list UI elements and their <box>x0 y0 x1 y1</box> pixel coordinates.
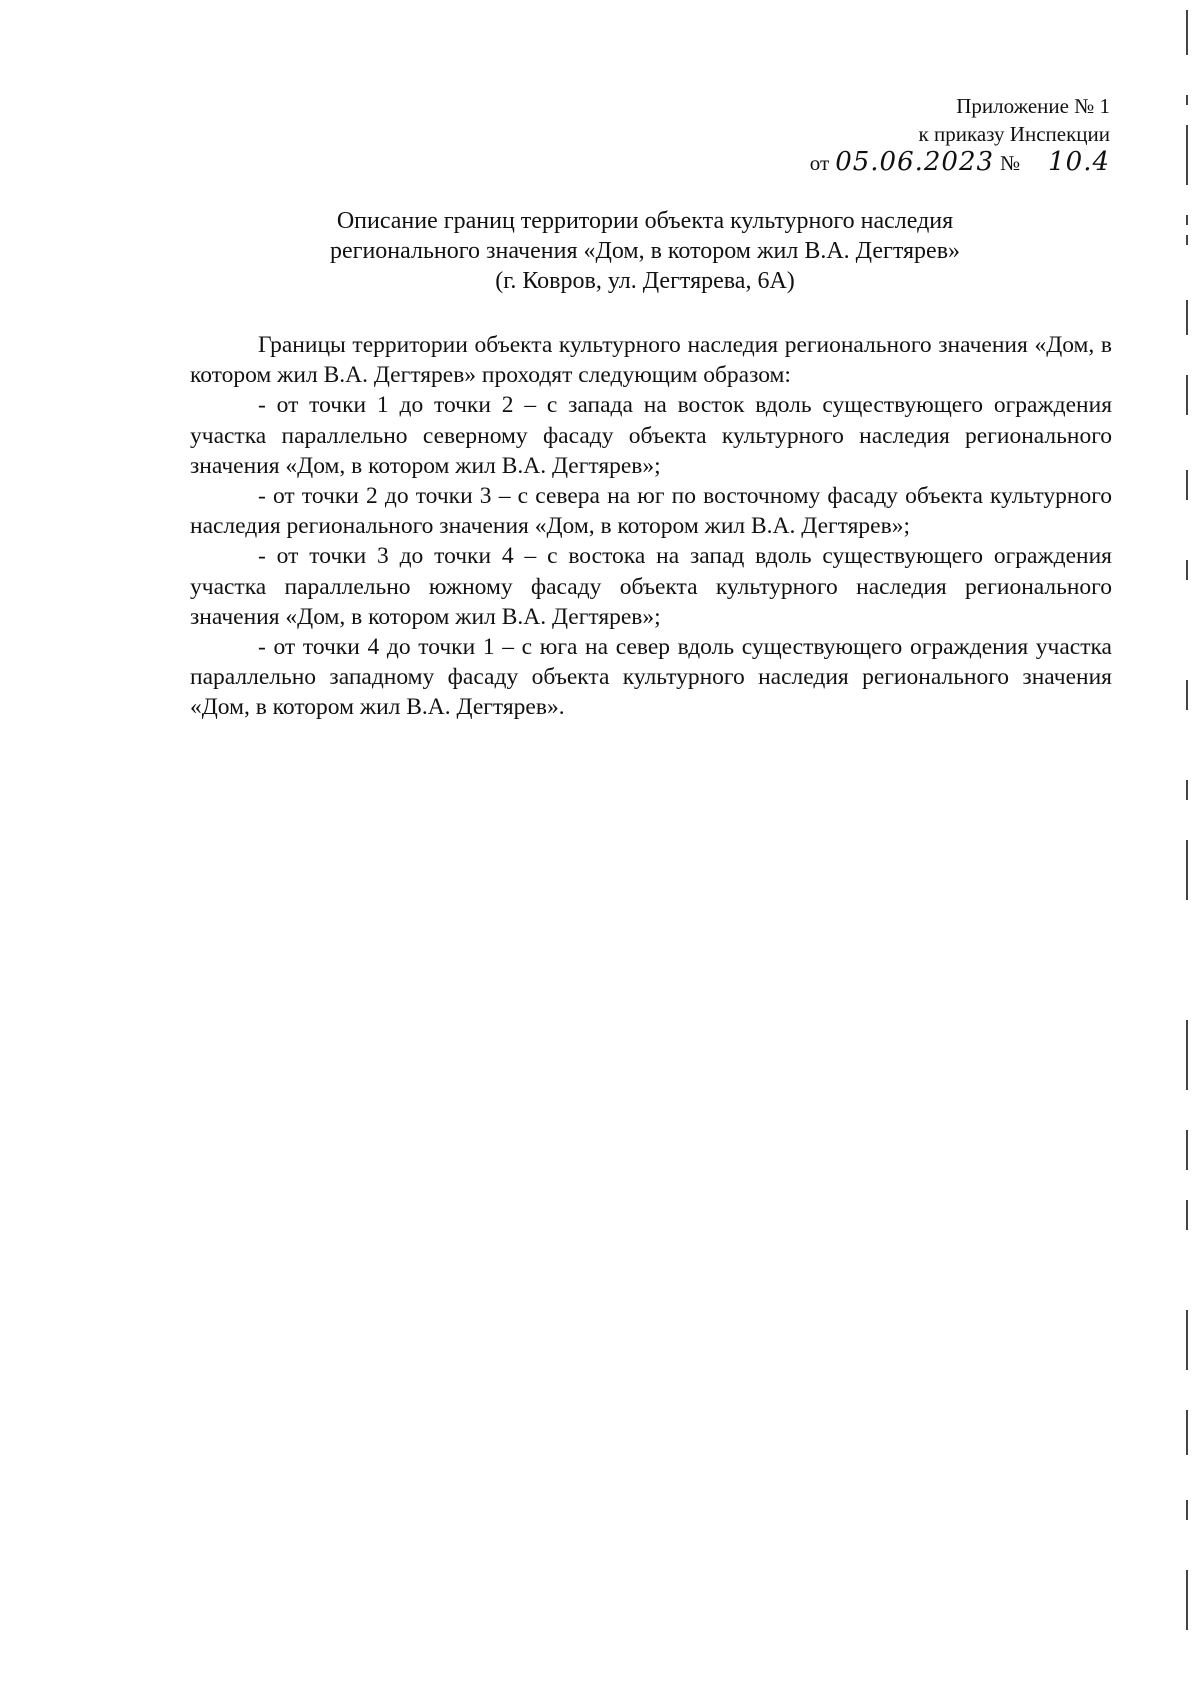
handwritten-number: 10.4 <box>1048 147 1110 177</box>
annex-reference <box>780 92 1110 177</box>
intro-paragraph: Границы территории объекта культурного наследия регионального значения «Дом, в котором жил В.А. Дегтярев» проходят следующим образом: <box>190 332 1112 389</box>
segment-4-1: - от точки 4 до точки 1 – с юга на север вдоль существующего ограждения участка параллельно западному фасаду объекта культурного наследия регионального значения «Дом, в котором жил В.А. Дегтярев». <box>190 634 1112 721</box>
title-line-3: (г. Ковров, ул. Дегтярева, 6А) <box>495 268 795 294</box>
title-line-1: Описание границ территории объекта культурного наследия <box>336 208 954 234</box>
annex-number: Приложение № 1 <box>956 94 1110 118</box>
document-body <box>190 330 1112 723</box>
annex-order-ref: к приказу Инспекции <box>918 122 1110 146</box>
document-title <box>185 206 1105 296</box>
segment-3-4: - от точки 3 до точки 4 – с востока на запад вдоль существующего ограждения участка параллельно южному фасаду объекта культурного наследия регионального значения «Дом, в котором жил В.А. Дегтярев»; <box>190 543 1112 630</box>
title-line-2: регионального значения «Дом, в котором жил В.А. Дегтярев» <box>329 238 961 264</box>
handwritten-date: 05.06.2023 <box>835 147 995 177</box>
annex-date-line <box>780 148 1110 177</box>
number-sign: № <box>1000 151 1021 175</box>
annex-from-label: от <box>809 151 830 175</box>
scan-edge-artifact <box>1184 0 1190 1685</box>
segment-1-2: - от точки 1 до точки 2 – с запада на восток вдоль существующего ограждения участка параллельно северному фасаду объекта культурного наследия регионального значения «Дом, в котором жил В.А. Дегтярев»; <box>190 392 1112 479</box>
segment-2-3: - от точки 2 до точки 3 – с севера на юг по восточному фасаду объекта культурного наследия регионального значения «Дом, в котором жил В.А. Дегтярев»; <box>190 483 1112 540</box>
